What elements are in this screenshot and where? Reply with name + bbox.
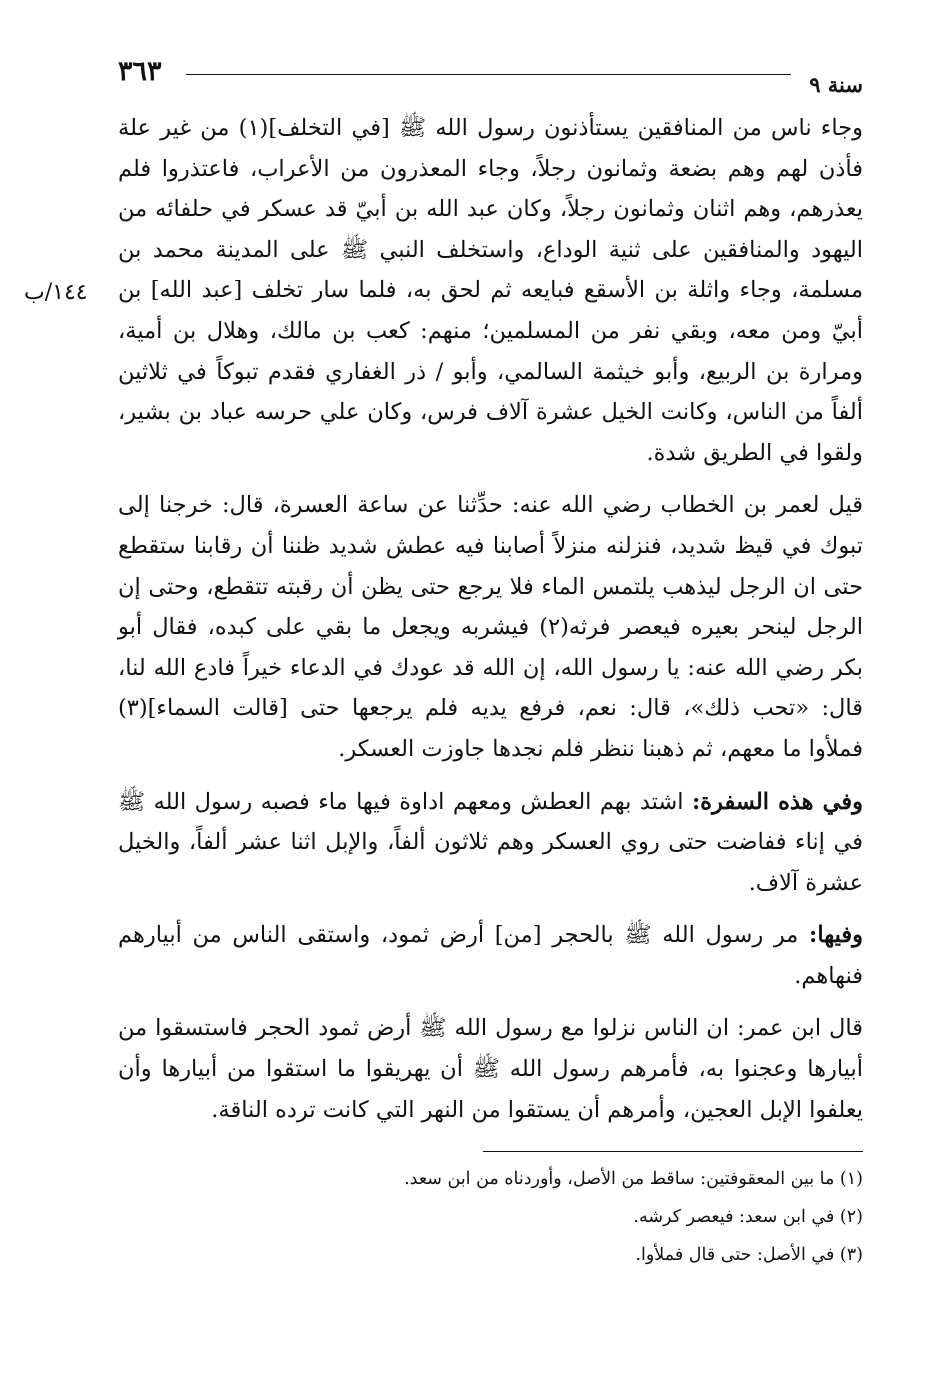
paragraph-text: مر رسول الله ﷺ بالحجر [من] أرض ثمود، واستقى الناس من أبيارهم فنهاهم. — [118, 922, 863, 989]
running-title: سنة ٩ — [809, 72, 863, 97]
footnote: (٣) في الأصل: حتى قال فملأوا. — [635, 1245, 863, 1265]
running-header — [118, 56, 863, 100]
header-rule — [186, 74, 791, 75]
footnote: (١) ما بين المعقوفتين: ساقط من الأصل، وأوردناه من ابن سعد. — [404, 1169, 863, 1189]
paragraph — [118, 915, 863, 996]
footnotes — [118, 1160, 863, 1274]
paragraph-text: اشتد بهم العطش ومعهم اداوة فيها ماء فصبه رسول الله ﷺ في إناء ففاضت حتى روي العسكر وهم ثلاثون ألفاً، والإبل اثنا عشر ألفاً، والخيل عشرة آلاف. — [118, 788, 863, 896]
paragraph-text: قيل لعمر بن الخطاب رضي الله عنه: حدِّثنا عن ساعة العسرة، قال: خرجنا إلى تبوك في قيظ شديد، فنزلنه منزلاً أصابنا فيه عطش شديد ظننا أن رقابنا ستقطع حتى ان الرجل ليذهب يلتمس الماء فلا يرجع حتى يظن أن رقبته تتقطع، وحتى إن الرجل لينحر بعيره فيعصر فرثه(٢) فيشربه ويجعل ما بقي على كبده، فقال أبو بكر رضي الله عنه: يا رسول الله، إن الله قد عودك في الدعاء خيراً فادع الله لنا، قال: «تحب ذلك»، قال: نعم، فرفع يديه فلم يرجعها حتى [قالت السماء](٣) فملأوا ما معهم، ثم ذهبنا ننظر فلم نجدها جاوزت العسكر. — [118, 492, 863, 762]
paragraph — [118, 485, 863, 769]
page-number: ٣٦٣ — [118, 56, 162, 87]
paragraph-lead: وفي هذه السفرة: — [691, 788, 863, 815]
footnote-separator — [483, 1151, 863, 1152]
paragraph — [118, 108, 863, 473]
main-text — [118, 108, 863, 1130]
paragraph-text: وجاء ناس من المنافقين يستأذنون رسول الله ﷺ [في التخلف](١) من غير علة فأذن لهم وهم بضعة وثمانون رجلاً، وجاء المعذرون من الأعراب، فاعتذروا فلم يعذرهم، وهم اثنان وثمانون رجلاً، وكان عبد الله بن أبيّ قد عسكر في حلفائه من اليهود والمنافقين على ثنية الوداع، واستخلف النبي ﷺ على المدينة محمد بن مسلمة، وجاء واثلة بن الأسقع فبايعه ثم لحق به، فلما سار تخلف [عبد الله] بن أبيّ ومن معه، وبقي نفر من المسلمين؛ منهم: كعب بن مالك، وهلال بن أمية، ومرارة بن الربيع، وأبو خيثمة السالمي، وأبو / ذر الغفاري فقدم تبوكاً في ثلاثين ألفاً من الناس، وكانت الخيل عشرة آلاف فرس، وكان علي حرسه عباد بن بشير، ولقوا في الطريق شدة. — [118, 115, 863, 466]
paragraph-text: قال ابن عمر: ان الناس نزلوا مع رسول الله ﷺ أرض ثمود الحجر فاستسقوا من أبيارها وعجنوا به، فأمرهم رسول الله ﷺ أن يهريقوا ما استقوا من أبيارها وأن يعلفوا الإبل العجين، وأمرهم أن يستقوا من النهر التي كانت ترده الناقة. — [118, 1015, 864, 1123]
footnote: (٢) في ابن سعد: فيعصر كرشه. — [633, 1207, 863, 1227]
paragraph — [118, 782, 863, 904]
paragraph — [118, 1008, 863, 1130]
margin-folio-note: ١٤٤/ب — [24, 280, 88, 305]
paragraph-lead: وفيها: — [809, 922, 863, 949]
